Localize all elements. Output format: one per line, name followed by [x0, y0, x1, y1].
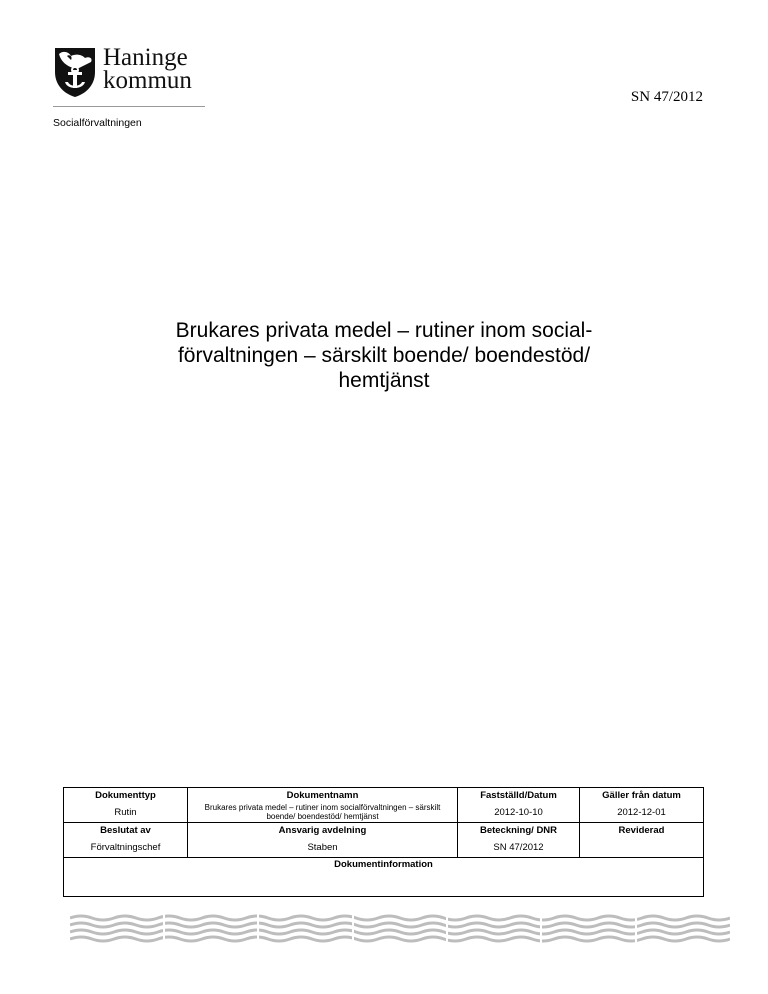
header-galler-fran-datum: Gäller från datum	[580, 788, 704, 803]
org-name-line1: Haninge	[103, 44, 188, 71]
header-reviderad: Reviderad	[580, 823, 704, 858]
title-line-3: hemtjänst	[338, 369, 430, 392]
value-ansvarig-avdelning: Staben	[188, 837, 458, 858]
value-beslutat-av: Förvaltningschef	[64, 837, 188, 858]
org-name-line2: kommun	[103, 67, 192, 94]
value-dokumentnamn-text: Brukares privata medel – rutiner inom socialförvaltningen – särskilt boende/ boendestöd/ hemtjänst	[204, 803, 441, 821]
header-beslutat-av: Beslutat av	[64, 823, 188, 838]
info-row-2	[64, 823, 704, 838]
value-faststalld-datum: 2012-10-10	[458, 802, 580, 823]
info-row-1	[64, 788, 704, 803]
department-label: Socialförvaltningen	[53, 117, 142, 129]
info-row-footer	[64, 858, 704, 897]
haninge-coat-of-arms-icon	[53, 46, 97, 98]
title-line-2: förvaltningen – särskilt boende/ boendestöd/	[177, 344, 591, 367]
value-galler-fran-datum: 2012-12-01	[580, 802, 704, 823]
org-name	[103, 46, 192, 92]
value-beteckning-dnr: SN 47/2012	[458, 837, 580, 858]
info-row-1-values	[64, 802, 704, 823]
wave-band-decoration	[70, 914, 730, 946]
header-divider	[53, 106, 205, 107]
header-dokumenttyp: Dokumenttyp	[64, 788, 188, 803]
document-title	[100, 318, 668, 393]
title-line-1: Brukares privata medel – rutiner inom social-	[175, 319, 593, 342]
document-info-table	[63, 787, 704, 897]
header-faststalld-datum: Fastställd/Datum	[458, 788, 580, 803]
logo	[53, 46, 213, 100]
value-dokumentnamn	[188, 802, 458, 823]
document-number: SN 47/2012	[630, 89, 703, 105]
value-dokumenttyp: Rutin	[64, 802, 188, 823]
header-ansvarig-avdelning: Ansvarig avdelning	[188, 823, 458, 838]
footer-dokumentinformation: Dokumentinformation	[64, 858, 704, 897]
header-dokumentnamn: Dokumentnamn	[188, 788, 458, 803]
header-beteckning-dnr: Beteckning/ DNR	[458, 823, 580, 838]
